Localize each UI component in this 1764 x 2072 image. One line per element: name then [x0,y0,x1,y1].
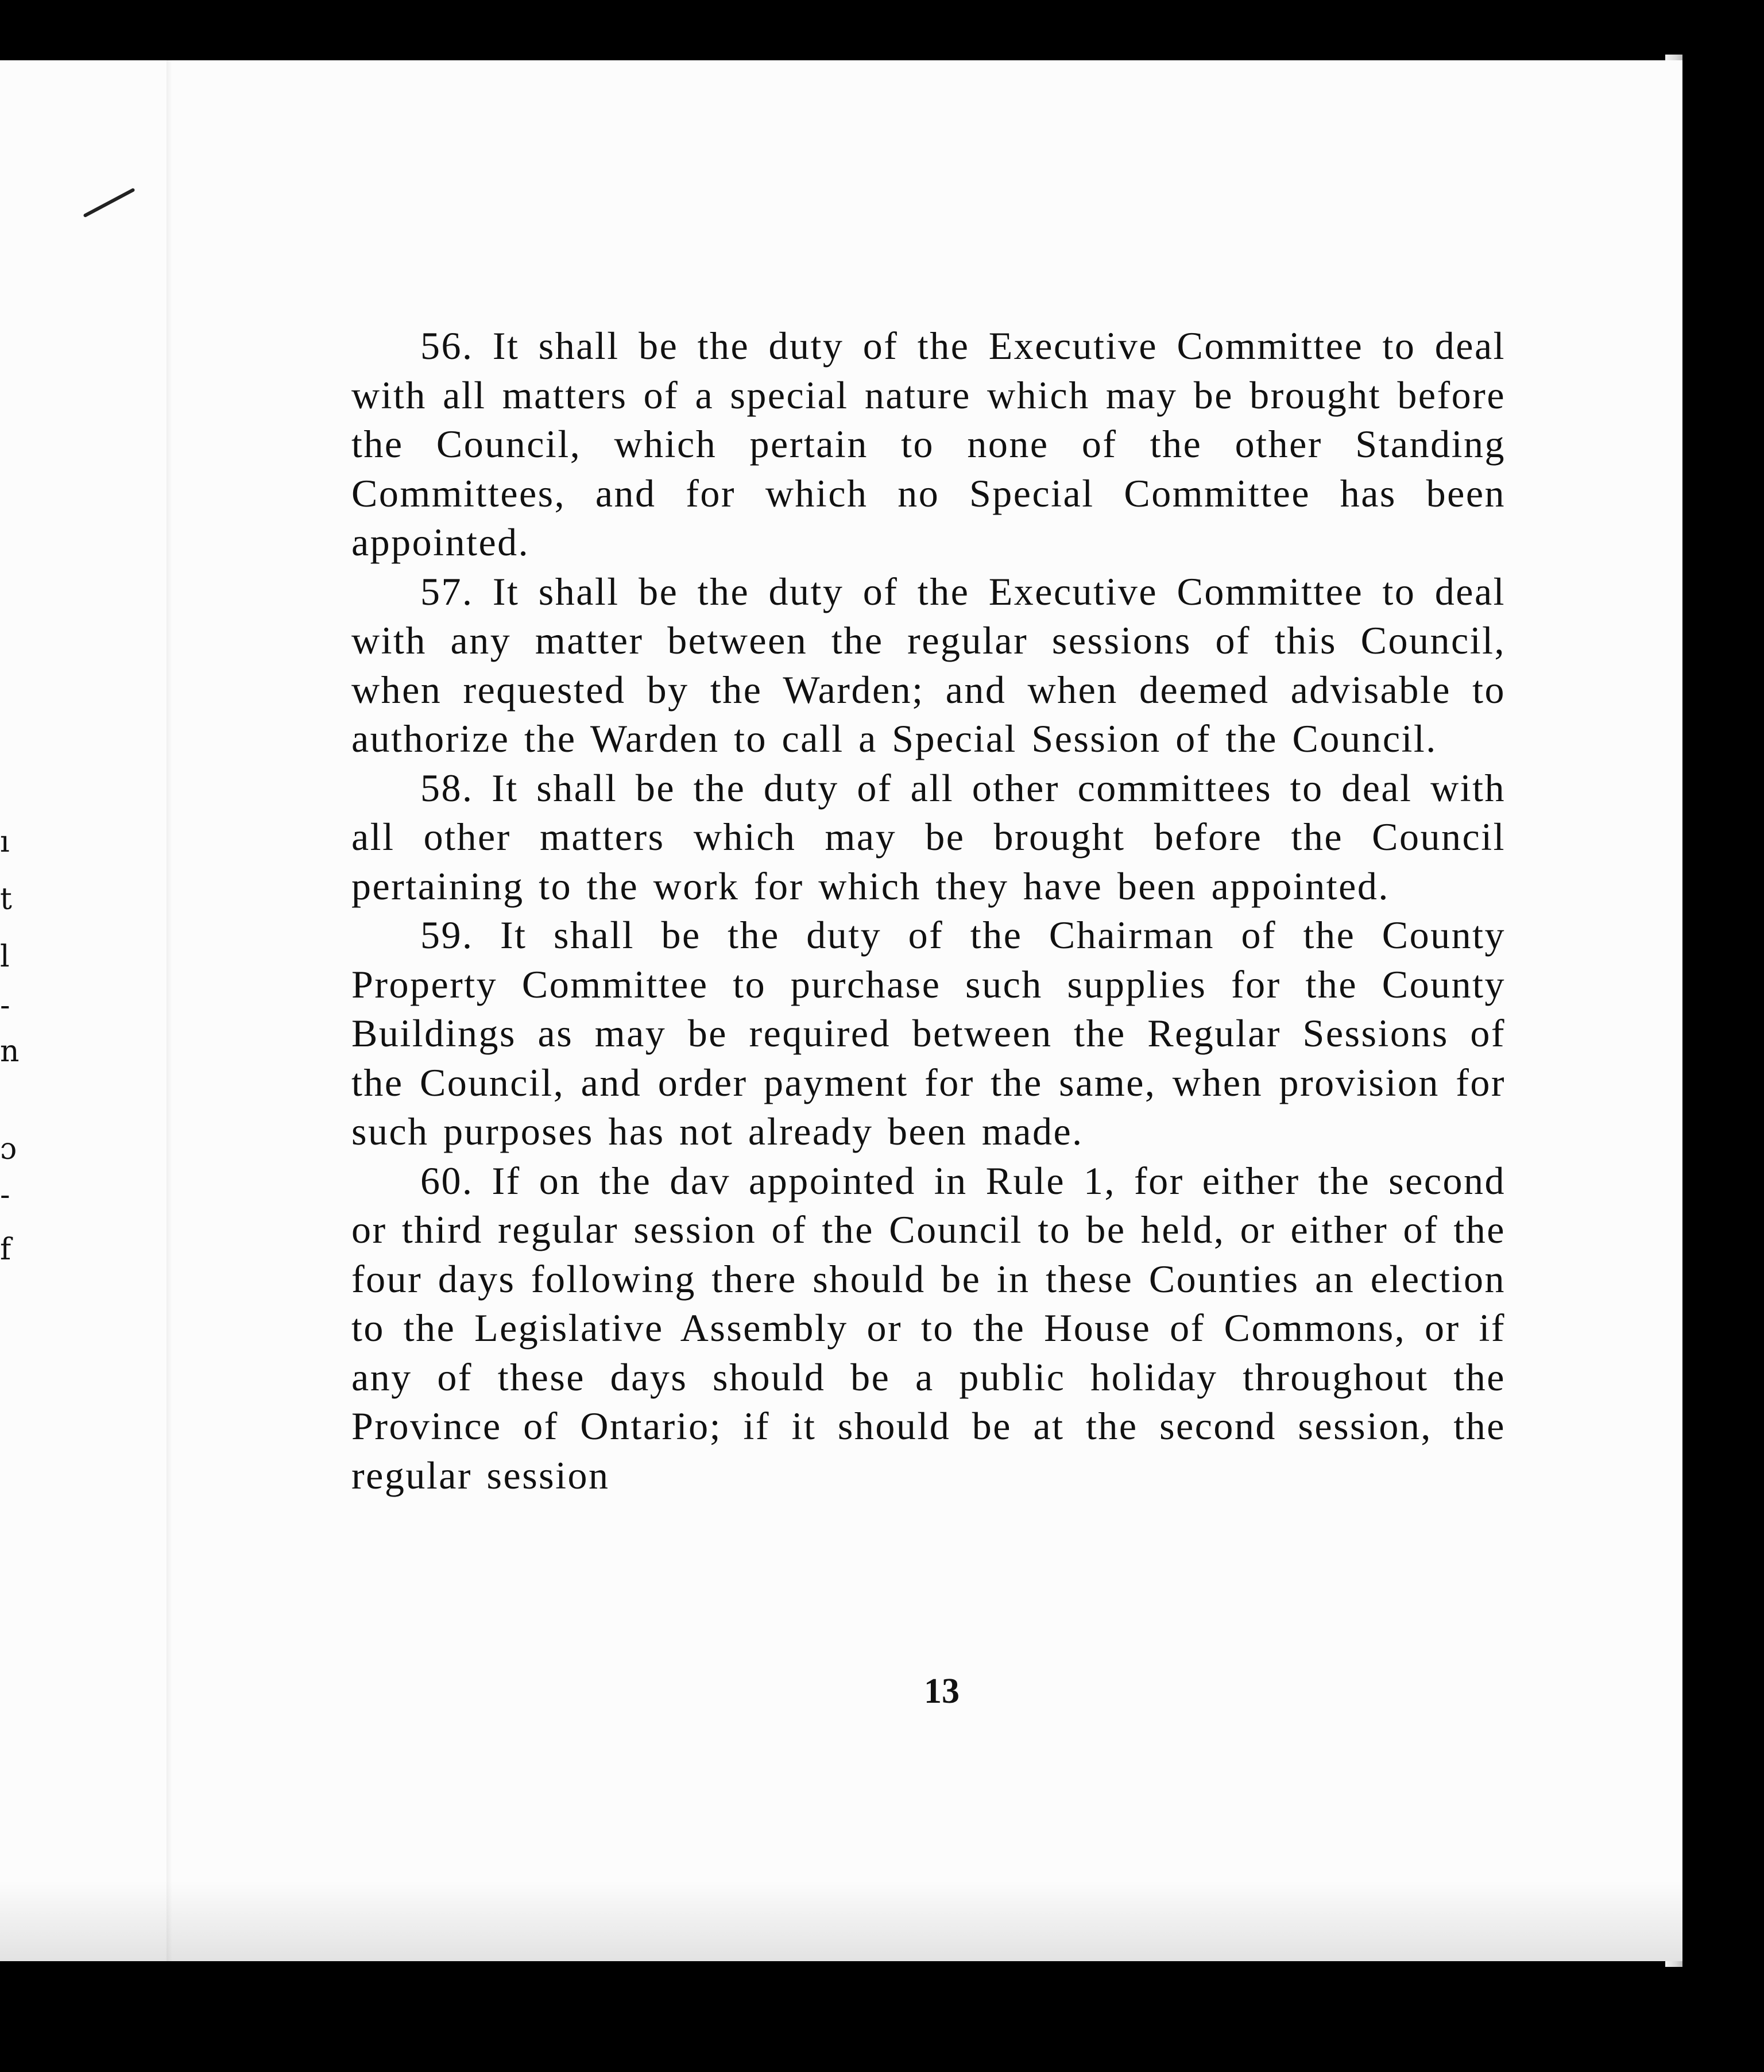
rule-number: 56. [420,324,474,368]
rule-text: It shall be the duty of the Chairman of the County Property Committee to purchase such supplies for the County Buildings as may be required between the Regular Sessions of the Council, and order payment for the same, when provision for such purposes has not already been made. [351,913,1506,1153]
body-text [351,322,1506,1500]
margin-fragment: t [0,882,12,917]
margin-fragment: ı [0,825,10,859]
rule-paragraph [351,322,1506,567]
rule-text: If on the dav appointed in Rule 1, for either the second or third regular session of the Council to be held, or either of the four days following there should be in these Counties an election to the Legislative Assembly or to the House of Commons, or if any of these days should be a public holiday throughout the Province of Ontario; if it should be at the second session, the regular session [351,1158,1506,1497]
binding-gutter [167,60,172,1961]
facing-page-margin [0,60,34,1961]
margin-fragment: ɔ [0,1132,17,1166]
margin-fragment: f [0,1232,11,1267]
margin-fragment: n [0,1034,20,1069]
rule-paragraph [351,764,1506,911]
rule-number: 59. [420,913,474,957]
pen-mark [83,188,135,218]
document-page [0,60,1682,1961]
page-number: 13 [924,1672,960,1711]
rule-paragraph [351,567,1506,764]
rule-text: It shall be the duty of the Executive Committee to deal with all matters of a special nature which may be brought before the Council, which pertain to none of the other Standing Committees, and for which no Special Committee has been appointed. [351,324,1506,564]
rule-text: It shall be the duty of all other committees to deal with all other matters which may be brought before the Council pertaining to the work for which they have been appointed. [351,766,1506,908]
rule-number: 58. [420,766,474,810]
margin-fragment: - [0,988,10,1023]
rule-number: 57. [420,569,474,613]
margin-fragment: - [0,1178,10,1212]
rule-number: 60. [420,1158,474,1203]
rule-text: It shall be the duty of the Executive Committee to deal with any matter between the regular sessions of this Council, when requested by the Warden; and when deemed advisable to authorize the Warden to call a Special Session of the Council. [351,569,1506,760]
rule-paragraph [351,1157,1506,1501]
margin-fragment: l [0,940,10,974]
rule-paragraph [351,911,1506,1157]
page-bottom-shadow [0,1881,1682,1961]
